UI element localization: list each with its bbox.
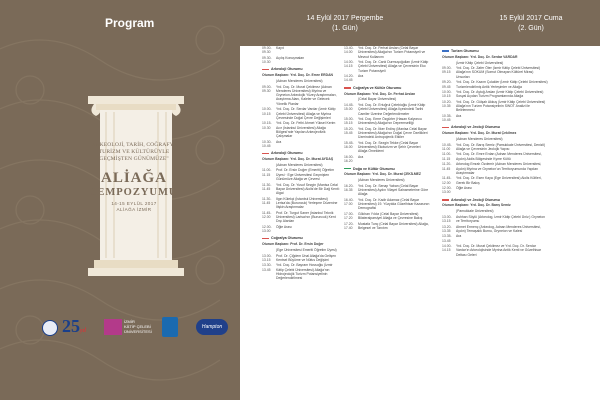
schedule-time: 10.00-10.15 [442,90,452,99]
schedule-text: Ahmet Ermenç (Arkeolog, Adnan Menderes Üniversitesi, Aydın) Temaşalık Burnu, Gryneion ve Kalesi [456,224,541,233]
schedule-time: 11.00-11.15 [442,152,452,161]
schedule-time: 10.35-10.45 [442,113,452,123]
session-chair [442,203,548,207]
schedule-row [262,107,340,120]
day1-schedule-right [344,46,430,400]
schedule-time: 14.45-15.00 [344,102,354,112]
hampton-logo: Hampton [196,319,228,335]
cover-panel [0,0,240,400]
schedule-time: 17.00-17.20 [344,211,354,221]
schedule-time: 12.00-13.00 [442,186,452,195]
logo-text-line: İZMİR [124,319,135,324]
schedule-time [262,79,276,83]
schedule-time: 11.30-11.45 [262,182,272,191]
session-chair [442,131,548,135]
schedule-row [442,209,548,213]
schedule-row [262,46,340,55]
schedule-text: Yrd. Doç. Dr. Kazım Çolakler (İzmir Kâtip Çelebi Üniversitesi) Turizmlendirilmiş Antik Yerleşimler ve Aliağa [456,80,548,89]
session-title: Arkeoloji Oturumu [271,67,303,72]
schedule-time: 10.30-10.45 [262,139,272,148]
schedule-text: Yrd. Doç. Dr. Yusuf Sezgin (Manisa Celal Bayar Üniversitesi) Aiolis'de Bir Dağ Kenti: Aigai [276,182,340,196]
schedule-row [344,222,430,231]
schedule-row [442,100,548,113]
day1-schedule-left [262,46,340,400]
day2-date: 15 Eylül 2017 Cuma [499,15,563,22]
session-color-bar [344,87,351,89]
day-headers [240,0,600,46]
schedule-text: Yrd. Doç. Dr. Gülşah Akkuş (İzmir Kâtip Çelebi Üniversitesi) Aliağa'nın Turizm Potansiyelinin SWOT Analizi ile Belirlenmesi [456,99,546,113]
schedule-text: Arkeolog Emrah Özdemir (Adnan Menderes Üniversitesi, Aydın) Myrina ve Gryneion'un Territoryumunda Yapılan Araştırmalar [456,162,542,175]
schedule-row [262,254,340,263]
schedule-text: Ara [276,139,282,144]
schedule-row [442,215,548,224]
schedule-time: 09.00-09.30 [262,46,272,55]
session-chair [262,242,340,246]
day1-header [280,14,410,34]
schedule-row [344,155,430,164]
symposium-name-line1: ALİAĞA [100,169,167,186]
schedule-text: Yrd. Doç. Dr. Ferhat Arslan (Celal Bayar Üniversitesi) Aliağa'nın Turizm Potansiyeli ve Mevcut Kullanımı [358,46,426,59]
session-heading [442,198,548,202]
schedule-text: Yrd. Doç. Dr. Murat Çekilmez ve Yrd. Doç. Dr. Serdar Vardar'ın Arkeolojisinde Myrina Antik Kenti ve Güzelhisar Deltası Geleri [456,244,542,257]
schedule-time: 13.30-13.45 [262,263,272,272]
schedule-text: Mustafa Tunç (Celal Bayar Üniversitesi) Aliağa, Belgesel ve Tanıtım [358,221,429,230]
schedule-time: 11.30-11.45 [262,196,272,205]
emblem-text [68,142,200,212]
session-color-bar [262,69,269,71]
schedule-time [262,248,276,252]
schedule-time [344,97,358,101]
schedule-text: Yrd. Doç. Dr. Ertuğrul Çelebioğlu (İzmir Kâtip Çelebi Üniversitesi) Aliağa İlçesindeki Tarihi Camiler Üzerine Değerlendirmeler [358,102,426,116]
schedule-text: Yrd. Doç. Dr. Aytuğ Arslan (İzmir Kâtip Çelebi Üniversitesi) Sosyal Açıdan Turizm Programlarında Aliağa [456,90,544,99]
program-title: Program [105,16,155,30]
schedule-row [344,178,430,182]
schedule-row [262,56,340,65]
schedule-text: Ara [456,113,462,118]
session-heading [262,67,340,71]
schedule-row [344,117,430,126]
schedule-text: Yrd. Doç. Dr. Esen Kaya (Ege Üniversitesi) Aiolis Kültleri, Gerek Bir Bakış [456,176,542,185]
schedule-row [442,244,548,257]
schedule-row [344,103,430,116]
day1-label: (1. Gün) [332,25,358,32]
schedule-row [262,183,340,196]
schedule-row [262,263,340,280]
session-heading [262,151,340,155]
schedule-row [442,66,548,79]
schedule-text: Yrd. Doç. Dr. İlker Erdinç (Manisa Celal Bayar Üniversitesi) Aliağa'nın Doğal Çevre Özellikleri Üzerindeki Antropojenik Etkiler [358,126,428,140]
session-chair [344,172,430,176]
schedule-text: (Pamukkale Üniversitesi) [456,209,494,214]
schedule-time: 12.00-13.00 [262,224,272,234]
session-chair-text: Oturum Başkanı: Yrd. Doç. Dr. Emre ERDAN [262,73,333,78]
schedule-row [442,186,548,195]
schedule-row [262,140,340,149]
schedule-time: 09.00-09.15 [442,66,452,75]
katip-celebi-text [124,319,160,334]
schedule-text: Yrd. Doç. Dr. Senap Yaban (Celal Bayar Üniversitesi) Aydın Vilayet Salnamelerine Göre Aliağa [358,183,429,197]
session-chair [262,157,340,161]
schedule-text: Yrd. Doç. Dr. Barış Semiz (Pamukkale Üniversitesi, Denizli) Aliağa ve Çevresinin Jeolojik Yapısı [456,142,546,151]
schedule-time: 10.00-10.15 [262,107,272,116]
schedule-row [442,137,548,141]
session-color-bar [442,127,449,129]
day2-schedule [442,46,548,400]
schedule-time: 14.00-14.15 [344,60,354,69]
schedule-text: Öğle Arası [456,186,472,191]
schedule-time: 14.20-14.45 [344,74,354,83]
sponsor-logos [0,306,240,346]
schedule-time: 10.45-11.00 [442,142,452,151]
schedule-time: 17.20-17.40 [344,221,354,230]
session-title: Coğrafya ve Kültür Oturumu [353,85,402,90]
session-title: Arkeoloji ve Jeoloji Oturumu [451,197,500,202]
slogan-line: GEÇMİŞTEN GÜNÜMÜZE" [99,156,169,163]
schedule-text: (Adnan Menderes Üniversitesi) [276,79,323,84]
slogan-line: "ARKEOLOJİ, TARİH, COĞRAFYA, [89,142,179,148]
schedule-text: Kayıt [276,46,284,50]
session-heading [344,86,430,90]
schedule-row [344,198,430,211]
schedule-row [262,163,340,167]
schedule-time: 15.45-16.00 [344,140,354,150]
session-heading [262,236,340,240]
schedule-row [344,97,430,101]
schedule-row [262,211,340,224]
schedule-text: Yrd. Doç. Dr. Bayram Hossoğlu (İzmir Kâtip Çelebi Üniversitesi) Aliağa'nın Hidrojeolojik Turizm Potansiyelinin Değerlendirilmesi [276,263,333,281]
session-title: Doğa ve Kültür Oturumu [353,166,395,171]
session-color-bar [262,153,269,155]
day2-label: (2. Gün) [518,25,544,32]
schedule-time: 13.40-14.00 [344,46,354,55]
session-chair-text: Oturum Başkanı: Yrd. Doç. Dr. Murat ÇEKİLMEZ [344,172,421,177]
session-chair-text: Oturum Başkanı: Yrd. Doç. Dr. Murat AYDAŞ [262,157,334,162]
schedule-text: (Adnan Menderes Üniversitesi) [276,162,323,167]
day2-header [476,14,586,34]
session-chair-text: Oturum Başkanı: Yrd. Doç. Dr. Serdar VARDAR [442,54,518,59]
schedule-time: 10.15-10.30 [262,121,272,130]
session-title: Arkeoloji ve Jeoloji Oturumu [451,125,500,130]
schedule-time: 13.20-13.35 [442,224,452,233]
schedule-row [344,127,430,140]
slogan [68,142,200,164]
schedule-text: Yrd. Doç. Dr. Canlı Durmuşoğulları (İzmir Kâtip Çelebi Üniversitesi) Aliağa ve Çevresinin Eko Turizm Potansiyeli [358,60,429,73]
schedule-text: Açılış Konuşmaları [276,55,305,60]
schedule-text: Ashhan Söylü (Arkeolog, İzmir Kâtip Çelebi Üniv.) Gryneion ve Territoryumu [456,214,546,224]
schedule-time [344,178,358,182]
schedule-row [344,141,430,154]
schedule-row [344,74,430,83]
anniversary-logo [62,316,86,337]
schedule-row [442,80,548,89]
schedule-time: 16.00-16.20 [344,154,354,164]
session-color-bar [442,50,449,52]
schedule-row [442,176,548,185]
schedule-text: Ara [358,74,364,79]
schedule-row [262,197,340,210]
schedule-row [344,212,430,221]
schedule-row [442,225,548,234]
session-chair-text: Oturum Başkanı: Prof. Dr. Ersin Doğer [262,242,324,247]
schedule-text: Yrd. Doç. Dr. Sezgin Tekke (Celal Bayar Üniversitesi) Ekoturizm ve Şehir Çevreleri Aliağa Örneklemi [358,140,421,154]
slogan-line: TURİZM VE KÜLTÜRÜYLE [98,149,170,156]
schedule-text: Yrd. Doç. Dr. Fethi Ahmet Yüksel Kerim Acır (İstanbul Üniversitesi) Aliağa Bölgesi'nde Yapılan Arkeojeofizik Çalışmalar [276,121,336,139]
municipality-logo [162,317,178,337]
schedule-time [442,209,456,213]
session-chair [262,73,340,77]
schedule-text: Öğle Arası [276,224,292,229]
schedule-time: 11.20-11.45 [442,162,452,171]
schedule-time: 10.20-10.35 [442,99,452,109]
schedule-text: Yrd. Doç. Emre Özgürler (Hasan Kalyoncu Üniversitesi) Aliağa'nın Depremselliği [358,117,422,126]
day1-date: 14 Eylül 2017 Pergembe [306,15,384,22]
schedule-row [344,60,430,73]
schedule-time: 16.20-16.35 [344,183,354,192]
session-color-bar [442,199,449,201]
symposium-place: ALİAĞA İZMİR [116,206,152,212]
schedule-time: 09.20-09.45 [442,80,452,89]
university-seal-logo [42,320,58,336]
schedule-text: Ara [358,154,364,159]
katip-celebi-logo [104,319,122,335]
session-color-bar [262,238,269,240]
session-chair [344,92,430,96]
schedule-time: 13.35-13.45 [442,234,452,243]
schedule-text: (Celal Bayar Üniversitesi) [358,97,397,102]
schedule-row [344,46,430,59]
schedule-text: Gökhan Yıldız (Celal Bayar Üniversitesi) Bilateralparsiyel Aliağa ve Çevresine Bakış [358,211,423,221]
anniversary-number: 25 [62,316,80,336]
schedule-text: Ara [456,234,462,239]
schedule-row [442,234,548,243]
schedule-row [262,79,340,83]
schedule-row [344,184,430,197]
schedule-text: Yrd. Doç. Dr. Emre Erdan (Adnan Menderes Üniversitesi, Aydın) Aiolis Bölgesinde Kyme Kültü [456,152,542,161]
schedule-text: Prof. Dr. Turgut Saner (İstanbul Teknik Üniversitesi) Larisa'nın (Buruncuk) Kent Dışı Alanları [276,210,336,224]
schedule-row [442,90,548,99]
session-color-bar [344,168,351,170]
schedule-row [262,225,340,234]
schedule-time: 13.00-13.15 [262,253,272,262]
schedule-time: 13.00-13.15 [442,214,452,224]
session-chair-text: Oturum Başkanı: Yrd. Doç. Dr. Murat Çekilmez [442,131,517,136]
session-title: Turizm Oturumu [451,49,479,53]
schedule-time: 09.00-09.30 [262,84,272,93]
logo-text-line: ÜNİVERSİTESİ [124,329,152,334]
schedule-text: Yrd. Doç. Dr. Kadir Adamaz (Celal Bayar Üniversitesi) 19. Yüzyılda Güzelhisar Kazasının Demografisi [358,197,430,211]
session-heading [344,167,430,171]
schedule-time [442,61,456,65]
schedule-row [262,121,340,138]
schedule-text: Yrd. Doç. Dr. Serdar Vardar (İzmir Kâtip Çelebi Üniversitesi) Aliağa ve Myrina Çevresinde Doğal Çevre Değişimleri [276,107,336,120]
schedule-time: 11.45-12.00 [262,210,272,219]
schedule-time: 15.20-15.45 [344,126,354,136]
schedule-time: 11.45-12.00 [442,176,452,185]
schedule-time: 15.00-15.15 [344,117,354,126]
schedule-row [442,114,548,123]
session-title: Arkeoloji Oturumu [271,151,303,156]
session-heading [442,49,548,53]
schedule-row [262,168,340,181]
session-chair-text: Oturum Başkanı: Yrd. Doç. Dr. Ferhat Arslan [344,91,416,96]
schedule-row [442,162,548,175]
anniversary-word: yıl [80,328,86,334]
schedule-text: Prof. Dr. Ersin Doğer (Emeriti) Öğretim Üyesi · Ege Üniversitesi Geçmişten Günümüze Aliağa ve Çevresi [276,168,335,182]
schedule-text: (Adnan Menderes Üniversitesi) [358,178,405,183]
schedule-time: 14.00-14.15 [442,244,452,253]
schedule-text: Ilgın Külekçi (İstanbul Üniversitesi) Lerisa'da (Buruncuk) Yerleşme Düzenine İlişkin Araştırmalar [276,196,338,210]
schedule-time [262,163,276,167]
symposium-dates: 14-15 EYLÜL 2017 [111,200,157,206]
schedule-time: 16.40-17.00 [344,197,354,207]
session-heading [442,125,548,129]
schedule-time [442,137,456,141]
schedule-row [442,152,548,161]
schedule-text: Prof. Dr. Çiğdem Ünal Aliağa'da Gelişen Kentsel Büyüme ve Nüfus Değişimi [276,253,337,262]
session-chair [442,55,548,59]
schedule-time: 11.00-11.15 [262,168,272,177]
schedule-time: 09.30-10.30 [262,55,272,65]
schedule-text: Yrd. Doç. Dr. Murat Çekilmez (Adnan Menderes Üniversitesi) Myrina ve Gryneion Arkeolojik Yüzey Araştırmaları, Araştırma Alanı, Kaleler ve Gelecek Yönelik Planlar [276,84,337,106]
session-title: Coğrafya Oturumu [271,236,303,241]
schedule-row [262,248,340,252]
schedule-text: (Adnan Menderes Üniversitesi) [456,137,503,142]
schedule-row [262,85,340,106]
symposium-name-line2: SEMPOZYUMU [90,186,178,198]
schedule-text: (İzmir Kâtip Çelebi Üniversitesi) [456,60,504,65]
logo-text-line: KÂTİP ÇELEBİ [124,324,151,329]
schedule-text: (Ege Üniversitesi Emeriti Öğretim Üyesi) [276,248,337,253]
session-chair-text: Oturum Başkanı: Yrd. Doç. Dr. Barış Semiz [442,203,511,208]
schedule-row [442,143,548,152]
schedule-text: Yrd. Doç. Dr. Zafer Öter (İzmir Kâtip Çelebi Üniversitesi) Aliağa'nın SOKUM (Somut Olmayan Kültürel Miras) Unsurları [456,66,541,79]
schedule-row [442,61,548,65]
